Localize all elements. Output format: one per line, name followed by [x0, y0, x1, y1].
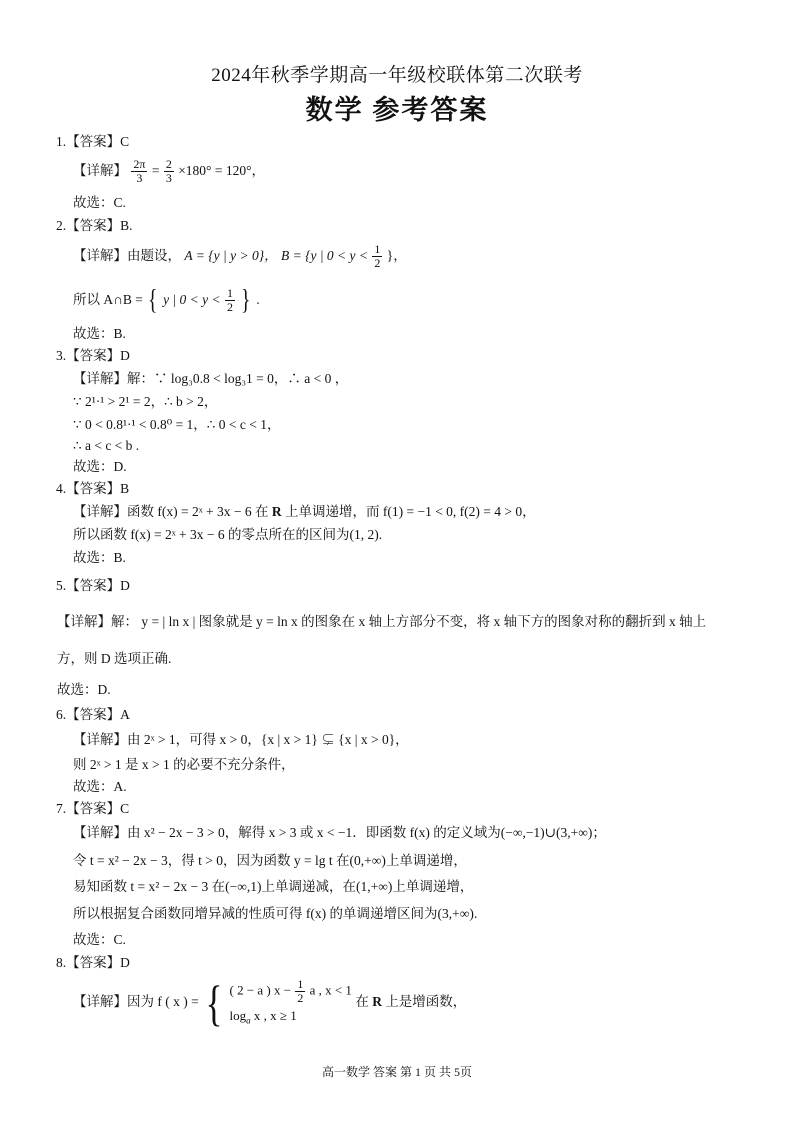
q8-case1-b: a , x < 1 [309, 982, 352, 998]
q1-eq: = [151, 163, 160, 178]
q1-f2-num: 2 [165, 157, 172, 172]
q7-choose: 故选：C. [73, 932, 126, 947]
q2-detail [73, 240, 407, 272]
q5-choose: 故选：D. [57, 682, 111, 697]
q2-inter-end: . [256, 292, 260, 307]
q6-answer: 6.【答案】A [56, 707, 130, 722]
q3-line2: ∵ 2¹·¹ > 2¹ = 2，∴ b > 2， [73, 394, 218, 409]
q8-case2-sub: a [246, 1016, 251, 1026]
q2-set-a: A = {y | y > 0}， [184, 248, 278, 263]
q1-f2-den: 3 [165, 171, 172, 186]
right-brace-icon: } [241, 284, 251, 316]
q4-line1 [73, 503, 536, 521]
q7-line3: 易知函数 t = x² − 2x − 3 在(−∞,1)上单调递减，在(1,+∞)上单调递增， [73, 879, 474, 894]
q2-answer: 2.【答案】B. [56, 218, 133, 233]
q8-case2-log: log [229, 1008, 247, 1024]
q8-tail-c: 上是增函数， [381, 994, 467, 1009]
page-footer: 高一数学 答案 第 1 页 共 5页 [321, 1065, 472, 1079]
q8-case1-den: 2 [297, 991, 304, 1006]
q2-detail-text: 【详解】由题设， [73, 248, 181, 263]
q4-line2: 所以函数 f(x) = 2ˣ + 3x − 6 的零点所在的区间为(1, 2). [73, 527, 383, 542]
q1-answer: 1.【答案】C [56, 134, 130, 149]
q8-case2 [229, 1005, 351, 1027]
q7-line1: 【详解】由 x² − 2x − 3 > 0，解得 x > 3 或 x < −1．即函数 f(x) 的定义域为(−∞,−1)∪(3,+∞)； [73, 825, 606, 840]
q2-set-b: B = {y | 0 < y < [280, 248, 369, 263]
q2-intersection [73, 284, 260, 316]
q4-line1-c: 上单调递增，而 f(1) = −1 < 0, f(2) = 4 > 0， [281, 504, 536, 519]
q2-inter-num: 1 [227, 286, 233, 301]
q7-line2: 令 t = x² − 2x − 3，得 t > 0，因为函数 y = lg t 在(0,+∞)上单调递增， [73, 853, 467, 868]
q8-piecewise [229, 978, 351, 1027]
q1-expr-tail: ×180° = 120°， [178, 163, 265, 178]
q5-line1: 【详解】解： y = | ln x | 图象就是 y = ln x 的图象在 x 轴上方部分不变，将 x 轴下方的图象对称的翻折到 x 轴上 [57, 614, 707, 629]
q7-line4: 所以根据复合函数同增异减的性质可得 f(x) 的单调递增区间为(3,+∞). [73, 906, 478, 921]
q8-case1-fraction [295, 978, 305, 1005]
q2-half-den: 2 [374, 256, 381, 271]
q8-case1-a: ( 2 − a ) x − [229, 982, 292, 998]
q6-line2: 则 2ˣ > 1 是 x > 1 的必要不充分条件， [73, 757, 295, 772]
q4-line1-r: R [271, 504, 282, 519]
q4-choose: 故选：B. [73, 550, 126, 565]
q4-line1-a: 【详解】函数 f(x) = 2ˣ + 3x − 6 在 [73, 504, 272, 519]
q2-half-num: 1 [374, 242, 381, 257]
q3-line4: ∴ a < c < b . [73, 438, 140, 453]
q2-half-fraction [372, 243, 382, 270]
q8-detail [73, 972, 466, 1032]
q4-answer: 4.【答案】B [56, 481, 130, 496]
q6-line1: 【详解】由 2ˣ > 1，可得 x > 0，{x | x > 1} ⊊ {x | x > 0}， [73, 732, 409, 747]
q6-choose: 故选：A. [73, 779, 127, 794]
q8-tail-r: R [372, 994, 382, 1009]
q1-detail-label: 【详解】 [73, 163, 127, 178]
q2-so-text: 所以 A∩B = [73, 292, 143, 307]
q7-answer: 7.【答案】C [56, 801, 130, 816]
q3-answer: 3.【答案】D [56, 348, 130, 363]
q2-inter-text: y | 0 < y < [163, 292, 221, 307]
q1-choose: 故选：C. [73, 195, 126, 210]
q8-case1-num: 1 [297, 977, 304, 992]
q3-choose: 故选：D. [73, 459, 127, 474]
q2-inter-fraction [225, 287, 235, 314]
q5-answer: 5.【答案】D [56, 578, 130, 593]
q2-inter-den: 2 [227, 300, 233, 315]
q1-f1-den: 3 [136, 171, 143, 186]
left-brace-icon: { [148, 284, 158, 316]
q8-case1 [229, 978, 351, 1005]
q8-tail-a: 在 [355, 994, 373, 1009]
q1-f1-num: 2π [133, 157, 146, 172]
q5-line2: 方，则 D 选项正确. [57, 651, 172, 666]
q8-case2-b: x , x ≥ 1 [250, 1008, 297, 1024]
q1-fraction-2pi-3 [131, 158, 147, 185]
q1-fraction-2-3 [164, 158, 174, 185]
q3-line1: 【详解】解：∵ log₃0.8 < log₃1 = 0，∴ a < 0 ， [73, 371, 349, 386]
q2-set-b-end: }， [386, 248, 407, 263]
q2-choose: 故选：B. [73, 326, 126, 341]
q1-detail [73, 156, 265, 186]
q8-detail-text: 【详解】因为 f ( x ) = [73, 994, 199, 1009]
q3-line3: ∵ 0 < 0.8¹·¹ < 0.8⁰ = 1，∴ 0 < c < 1， [73, 417, 281, 432]
q8-answer: 8.【答案】D [56, 955, 130, 970]
exam-title: 2024年秋季学期高一年级校联体第二次联考 [211, 65, 583, 86]
case-brace-icon: { [205, 974, 223, 1031]
answer-key-title: 数学 参考答案 [305, 95, 489, 125]
